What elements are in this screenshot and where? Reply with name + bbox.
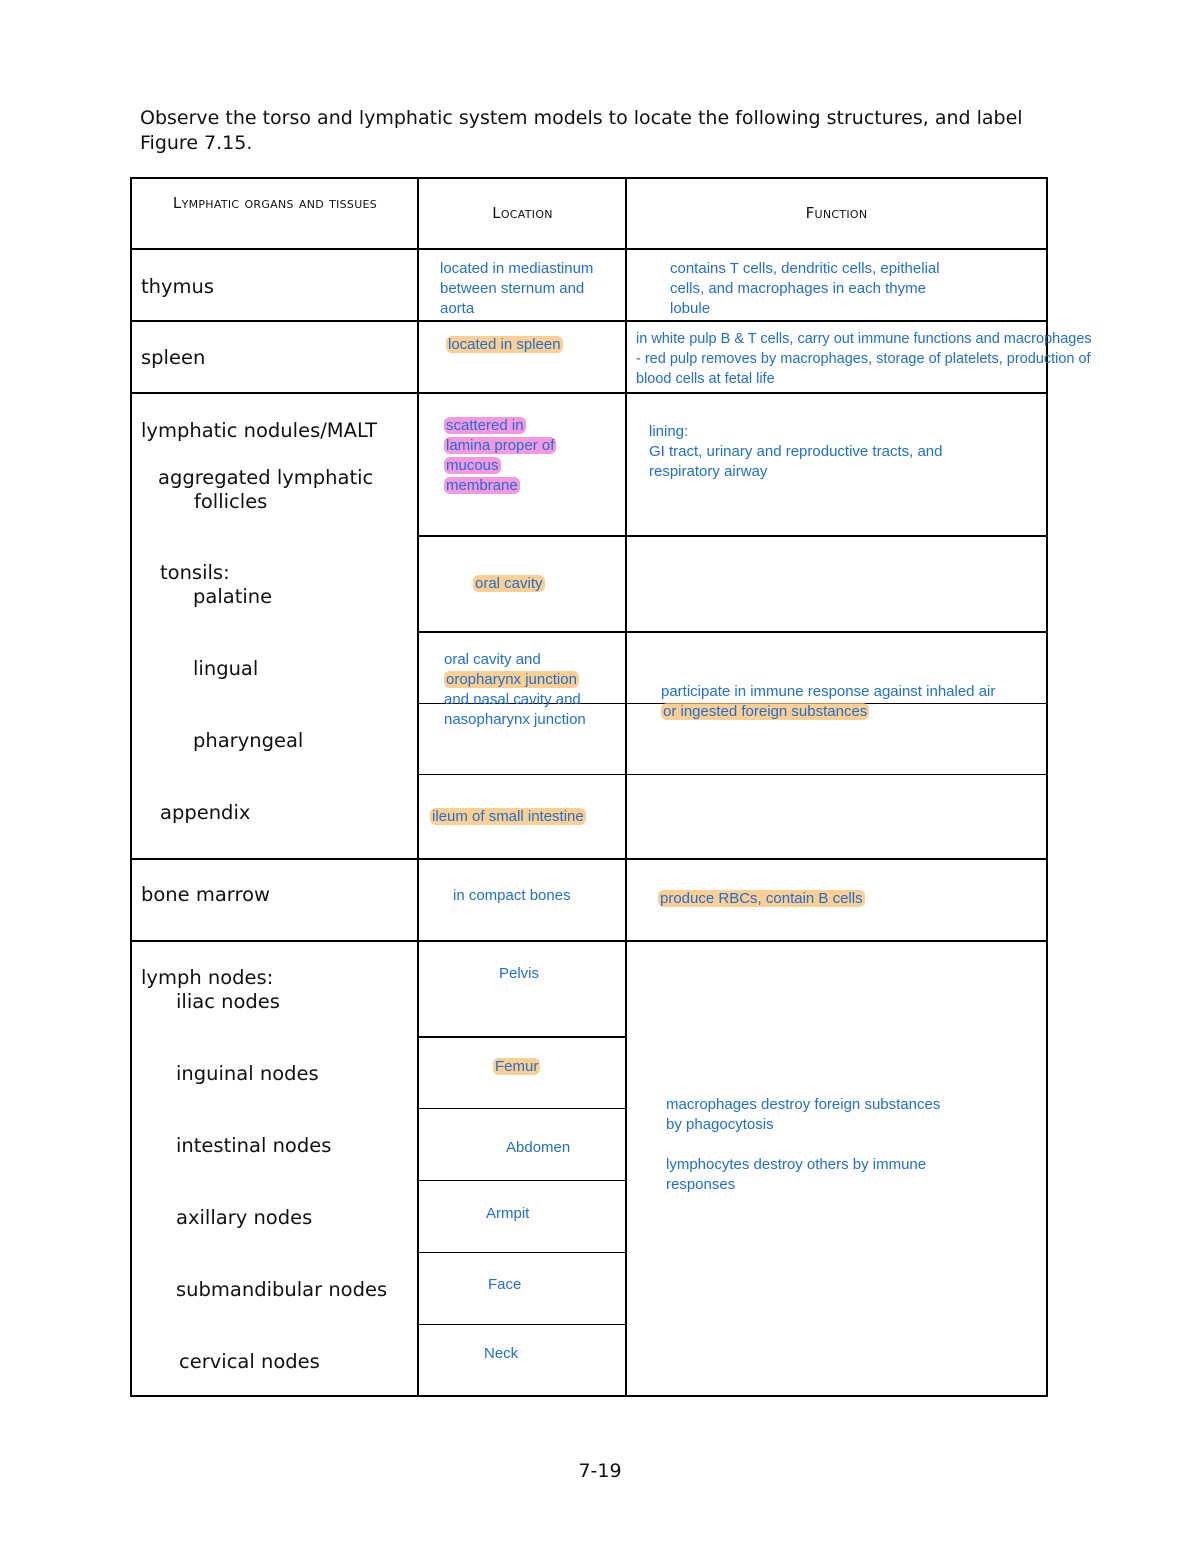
location-malt-line-4: membrane (446, 477, 518, 494)
location-pharyngeal-line-2: nasopharynx junction (444, 711, 586, 728)
function-spleen (636, 329, 1092, 389)
location-bone-marrow-text: in compact bones (453, 887, 571, 904)
location-intestinal-text: Abdomen (506, 1139, 571, 1156)
label-lingual: lingual (193, 657, 259, 680)
row-divider-palatine (418, 631, 1048, 633)
function-spleen-line-3: blood cells at fetal life (636, 371, 775, 387)
function-lymph-nodes-line-4: responses (666, 1176, 736, 1193)
row-divider-iliac (418, 1036, 626, 1038)
function-tonsils-line-1: participate in immune response against inhaled air (661, 683, 996, 700)
label-cervical-nodes: cervical nodes (179, 1350, 320, 1373)
lymphatic-table (130, 177, 1092, 1397)
location-axillary (486, 1204, 529, 1224)
label-aggregated-follicles-2: follicles (194, 490, 268, 513)
function-lymph-nodes-line-2: by phagocytosis (666, 1116, 774, 1133)
label-appendix: appendix (160, 801, 251, 824)
label-bone-marrow: bone marrow (141, 883, 270, 906)
row-divider-axillary (418, 1252, 626, 1253)
location-palatine-text: oral cavity (475, 575, 543, 592)
label-lymph-nodes: lymph nodes: (141, 966, 274, 989)
label-spleen: spleen (141, 346, 206, 369)
location-cervical (484, 1344, 518, 1364)
row-divider-bone-marrow (130, 940, 1048, 942)
location-pharyngeal (444, 690, 586, 730)
column-divider-2 (625, 177, 627, 1397)
row-divider-intestinal (418, 1180, 626, 1181)
location-lingual-line-2: oropharynx junction (446, 671, 577, 688)
location-appendix-text: ileum of small intestine (432, 808, 584, 825)
label-axillary-nodes: axillary nodes (176, 1206, 313, 1229)
table-border-left (130, 177, 132, 1397)
location-thymus-line-3: aorta (440, 300, 475, 317)
function-malt (649, 422, 942, 482)
location-palatine (473, 574, 545, 594)
row-divider-malt (418, 535, 1048, 537)
label-thymus: thymus (141, 275, 215, 298)
function-lymph-nodes-line-1: macrophages destroy foreign substances (666, 1096, 941, 1113)
header-location-text: Location (492, 204, 553, 222)
function-malt-line-2: GI tract, urinary and reproductive tracts, and (649, 443, 943, 460)
function-lymph-nodes-line-3: lymphocytes destroy others by immune (666, 1156, 927, 1173)
location-malt-line-2: lamina proper of (446, 437, 555, 454)
location-malt-line-3: mucous (446, 457, 499, 474)
location-malt (444, 416, 556, 496)
location-inguinal-text: Femur (495, 1058, 539, 1075)
row-divider-appendix (130, 858, 1048, 860)
function-tonsils (661, 682, 995, 722)
label-pharyngeal: pharyngeal (193, 729, 304, 752)
function-lymph-nodes (666, 1095, 940, 1195)
location-spleen (446, 335, 563, 355)
function-spleen-line-2: - red pulp removes by macrophages, storage of platelets, production of (636, 351, 1091, 367)
table-border-top (130, 177, 1048, 179)
table-border-bottom (130, 1395, 1048, 1397)
location-iliac (499, 964, 539, 984)
row-divider-header (130, 248, 1048, 250)
page-number: 7-19 (578, 1460, 622, 1482)
location-spleen-text: located in spleen (448, 336, 561, 353)
label-tonsils: tonsils: (160, 561, 230, 584)
location-iliac-text: Pelvis (499, 965, 540, 982)
label-submandibular-nodes: submandibular nodes (176, 1278, 388, 1301)
location-bone-marrow (453, 886, 571, 906)
intro-instructions: Observe the torso and lymphatic system models to locate the following structures, and label Figure 7.15. (140, 107, 1023, 154)
label-inguinal-nodes: inguinal nodes (176, 1062, 319, 1085)
function-thymus-line-2: cells, and macrophages in each thyme (670, 280, 926, 297)
row-divider-submandibular (418, 1324, 626, 1325)
location-pharyngeal-line-1: and nasal cavity and (444, 691, 581, 708)
location-lingual (444, 650, 579, 690)
location-submandibular (488, 1275, 521, 1295)
function-bone-marrow-text: produce RBCs, contain B cells (660, 890, 863, 907)
function-spleen-line-1: in white pulp B & T cells, carry out immune functions and macrophages (636, 331, 1092, 347)
header-function (627, 203, 1046, 224)
location-thymus-line-1: located in mediastinum (440, 260, 594, 277)
function-tonsils-line-2: or ingested foreign substances (663, 703, 868, 720)
row-divider-pharyngeal (418, 774, 1048, 775)
function-thymus-line-1: contains T cells, dendritic cells, epithelial (670, 260, 940, 277)
label-malt: lymphatic nodules/MALT (141, 419, 378, 442)
location-cervical-text: Neck (484, 1345, 519, 1362)
label-palatine: palatine (193, 585, 273, 608)
location-thymus-line-2: between sternum and (440, 280, 585, 297)
function-bone-marrow (658, 889, 865, 909)
header-function-text: Function (805, 204, 868, 222)
header-location (420, 203, 625, 224)
location-malt-line-1: scattered in (446, 417, 524, 434)
location-inguinal (493, 1057, 540, 1077)
label-intestinal-nodes: intestinal nodes (176, 1134, 332, 1157)
function-malt-line-3: respiratory airway (649, 463, 768, 480)
location-submandibular-text: Face (488, 1276, 522, 1293)
location-appendix (430, 807, 586, 827)
header-organs-text: Lymphatic organs and tissues (172, 194, 378, 212)
location-intestinal (506, 1138, 570, 1158)
location-axillary-text: Armpit (486, 1205, 530, 1222)
label-iliac-nodes: iliac nodes (176, 990, 280, 1013)
function-thymus-line-3: lobule (670, 300, 711, 317)
label-aggregated-follicles-1: aggregated lymphatic (158, 466, 374, 489)
column-divider-1 (417, 177, 419, 1397)
location-thymus (440, 259, 593, 319)
header-organs (150, 193, 400, 214)
function-thymus (670, 259, 940, 319)
row-divider-spleen (130, 392, 1048, 394)
row-divider-thymus (130, 320, 1048, 322)
function-malt-line-1: lining: (649, 423, 689, 440)
row-divider-inguinal (418, 1108, 626, 1109)
location-lingual-line-1: oral cavity and (444, 651, 541, 668)
